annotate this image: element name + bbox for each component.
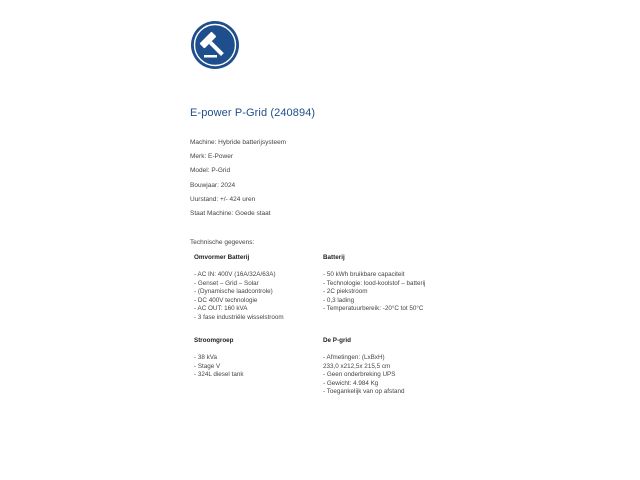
- list-item: - 2C piekstroom: [323, 288, 368, 295]
- list-item: - Gewicht: 4.984 Kg: [323, 379, 379, 387]
- list-item: - (Dynamische laadcontrole): [194, 288, 273, 295]
- list-item: - DC 400V technologie: [194, 296, 258, 304]
- list-item: - Stage V: [194, 362, 221, 370]
- section-title: Batterij: [323, 254, 345, 261]
- section-omvormer: [194, 254, 284, 322]
- list-item: - 324L diesel tank: [194, 371, 244, 378]
- spec-hours: Uurstand: +/- 424 uren: [190, 196, 256, 203]
- list-item: - 3 fase industriële wisselstroom: [194, 313, 284, 321]
- spec-brand: Merk: E-Power: [190, 153, 233, 160]
- list-item: - Temperatuurbereik: -20°C tot 50°C: [323, 305, 424, 312]
- list-item: - Toegankelijk van op afstand: [323, 388, 405, 395]
- gavel-icon: [190, 20, 240, 70]
- list-item: - 0,3 lading: [323, 296, 355, 304]
- list-item: 233,0 x212,5x 215,5 cm: [323, 362, 391, 370]
- list-item: - Technologie: lood-koolstof – batterij: [323, 279, 426, 287]
- section-title: De P-grid: [323, 337, 351, 344]
- list-item: - 38 kVa: [194, 354, 217, 361]
- spec-model: Model: P-Grid: [190, 167, 231, 174]
- list-item: - Genset – Grid – Solar: [194, 279, 259, 287]
- list-item: - Afmetingen: (LxBxH): [323, 354, 385, 361]
- section-title: Stroomgroep: [194, 337, 234, 344]
- list-item: - Geen onderbreking UPS: [323, 371, 396, 378]
- technical-label: Technische gegevens:: [190, 239, 255, 246]
- list-item: - 50 kWh bruikbare capaciteit: [323, 271, 405, 278]
- list-item: - AC IN: 400V (16A/32A/63A): [194, 271, 276, 278]
- page-title: E-power P-Grid (240894): [190, 107, 316, 119]
- spec-machine: Machine: Hybride batterijsysteem: [190, 139, 287, 146]
- section-pgrid: [323, 337, 404, 397]
- section-batterij: [323, 254, 425, 314]
- spec-condition: Staat Machine: Goede staat: [190, 210, 271, 217]
- list-item: - AC OUT: 160 kVA: [194, 305, 248, 312]
- spec-year: Bouwjaar: 2024: [190, 182, 236, 189]
- section-title: Omvormer Batterij: [194, 254, 250, 261]
- section-stroomgroep: [194, 337, 243, 380]
